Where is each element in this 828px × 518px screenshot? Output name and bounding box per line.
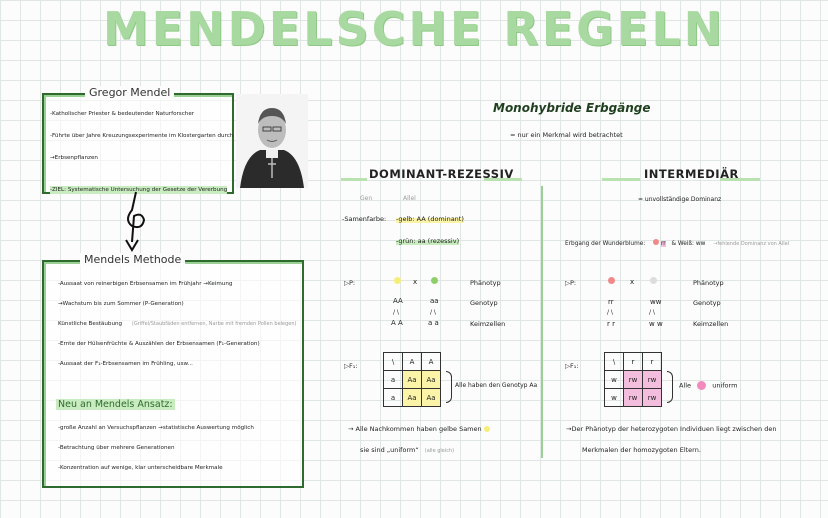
inter-result2: Merkmalen der homozygoten Eltern. [582, 446, 701, 454]
dominant-rule [484, 178, 522, 181]
dom-punnett-square [383, 352, 441, 407]
dom-result2-note: (alle gleich) [424, 448, 455, 454]
punnett-cell: Aa [403, 371, 422, 389]
dom-brace [446, 371, 452, 403]
yellow-pea-icon [484, 426, 490, 432]
green-pea-icon [431, 277, 438, 284]
erbgang-note: →fehlende Dominanz von Allel [713, 241, 790, 247]
mendel-goal: -ZIEL: Systematische Untersuchung der Gesetze der Vererbung [50, 187, 228, 193]
inter-brace-post: uniform [712, 381, 738, 390]
dom-brace-text: Alle haben den Genotyp Aa [455, 382, 538, 389]
yellow-pea-icon [394, 277, 401, 284]
inter-g2: ww [650, 298, 662, 306]
inter-result1: →Der Phänotyp der heterozygoten Individuen liegt zwischen den [566, 425, 777, 433]
punnett-header: a [384, 371, 403, 389]
punnett-cell: rw [643, 389, 662, 407]
punnett-header: r [643, 353, 662, 371]
mendel-line: →Erbsenpflanzen [50, 155, 98, 161]
punnett-cell: rw [643, 371, 662, 389]
punnett-header: A [403, 353, 422, 371]
mono-sub: = nur ein Merkmal wird betrachtet [510, 131, 623, 139]
section-divider [541, 186, 543, 458]
gruen-label: -grün: aa (rezessiv) [396, 237, 460, 245]
gen-label: Gen [360, 195, 373, 202]
punnett-header: w [605, 371, 624, 389]
inter-brace [667, 371, 673, 403]
weiss-label: & Weiß: ww [671, 241, 706, 247]
dom-phaenotyp: Phänotyp [470, 279, 501, 287]
inter-k1: r r [607, 320, 615, 328]
allel-label: Allel [403, 195, 416, 202]
intermediaer-rule [720, 178, 760, 181]
dom-x: x [413, 278, 418, 286]
inter-brace-text [679, 381, 737, 390]
dom-g2: aa [430, 297, 439, 305]
connector-arrow-icon [118, 190, 158, 254]
punnett-header: r [624, 353, 643, 371]
dom-genotyp: Genotyp [470, 299, 498, 307]
methode-line: →Wachstum bis zum Sommer (P-Generation) [58, 301, 184, 307]
dom-p-label: ▷P: [344, 279, 356, 287]
punnett-cell: Aa [422, 389, 441, 407]
dominant-rule [341, 178, 367, 181]
inter-s2: / \ [649, 309, 655, 316]
mono-heading: Monohybride Erbgänge [493, 101, 651, 115]
punnett-header: A [422, 353, 441, 371]
mendel-portrait [236, 94, 308, 188]
inter-brace-pre: Alle [679, 381, 692, 390]
punnett-corner: \ [384, 353, 403, 371]
inter-keimzellen: Keimzellen [693, 320, 729, 328]
inter-genotyp: Genotyp [693, 299, 721, 307]
punnett-corner: \ [605, 353, 624, 371]
methode-line [58, 320, 296, 328]
punnett-cell: rw [624, 371, 643, 389]
gelb-line [396, 215, 464, 223]
inter-punnett-square [604, 352, 662, 407]
dom-s1: / \ [393, 309, 399, 316]
punnett-cell: Aa [422, 371, 441, 389]
punnett-cell: Aa [403, 389, 422, 407]
dom-g1: AA [393, 297, 403, 305]
mendel-line: -Katholischer Priester & bedeutender Naturforscher [50, 111, 195, 117]
inter-f1-label: ▷F₁: [565, 362, 579, 370]
inter-p-label: ▷P: [565, 279, 577, 287]
methode-heading: Mendels Methode [80, 253, 185, 266]
dom-k2: a a [428, 319, 439, 327]
dom-result1 [348, 425, 490, 433]
punnett-header: a [384, 389, 403, 407]
inter-s1: / \ [607, 309, 613, 316]
erbgang-line [565, 239, 789, 248]
red-flower-icon [653, 239, 659, 245]
mendel-line: -Führte über Jahre Kreuzungsexperimente im Klostergarten durch [50, 133, 234, 139]
inter-x: x [630, 278, 635, 286]
dom-k1: A A [391, 319, 403, 327]
dominant-heading: DOMINANT-REZESSIV [369, 167, 514, 181]
dom-keimzellen: Keimzellen [470, 320, 506, 328]
intermediaer-rule [602, 178, 640, 181]
bestaeubung-label: Künstliche Bestäubung [58, 321, 123, 327]
neu-line: -Konzentration auf wenige, klar unterscheidbare Merkmale [58, 465, 223, 471]
erbgang-label: Erbgang der Wunderblume: [565, 241, 646, 247]
page-title: MENDELSCHE REGELN [102, 2, 726, 56]
neu-line: -Betrachtung über mehrere Generationen [58, 445, 175, 451]
neu-lines [58, 424, 254, 472]
bestaeubung-note: (Griffel/Staubfäden entfernen, Narbe mit fremden Pollen belegen) [131, 321, 297, 327]
dom-s2: / \ [430, 309, 436, 316]
mendel-heading: Gregor Mendel [85, 86, 174, 99]
methode-line: -Aussaat der F₁-Erbsensamen im Frühling, usw... [58, 361, 193, 367]
inter-phaenotyp: Phänotyp [693, 279, 724, 287]
dom-result2 [360, 446, 454, 455]
punnett-header: w [605, 389, 624, 407]
pink-flower-icon [697, 381, 706, 390]
methode-line: -Ernte der Hülsenfrüchte & Auszählen der Erbsensamen (F₁-Generation) [58, 341, 260, 347]
gelb-label: -gelb: AA (dominant) [396, 215, 464, 223]
inter-sub: = unvollständige Dominanz [638, 196, 722, 203]
white-flower-icon [650, 277, 657, 284]
mendel-lines [50, 110, 233, 195]
gruen-line [396, 237, 459, 245]
dom-result1-text: → Alle Nachkommen haben gelbe Samen [348, 425, 482, 433]
dom-f1-label: ▷F₁: [344, 362, 358, 370]
punnett-cell: rw [624, 389, 643, 407]
samenfarbe-label: -Samenfarbe: [342, 215, 387, 223]
rr-label: rr [660, 241, 666, 247]
neu-line: -große Anzahl an Versuchspflanzen →statistische Auswertung möglich [58, 425, 254, 431]
dom-result2-text: sie sind „uniform“ [360, 446, 419, 454]
inter-k2: w w [649, 320, 663, 328]
methode-line: -Aussaat von reinerbigen Erbsensamen im Frühjahr →Keimung [58, 281, 233, 287]
red-flower-icon [608, 277, 615, 284]
methode-lines [58, 280, 296, 368]
intermediaer-heading: INTERMEDIÄR [644, 167, 739, 181]
inter-g1: rr [608, 298, 614, 306]
neu-heading: Neu an Mendels Ansatz: [58, 399, 173, 410]
